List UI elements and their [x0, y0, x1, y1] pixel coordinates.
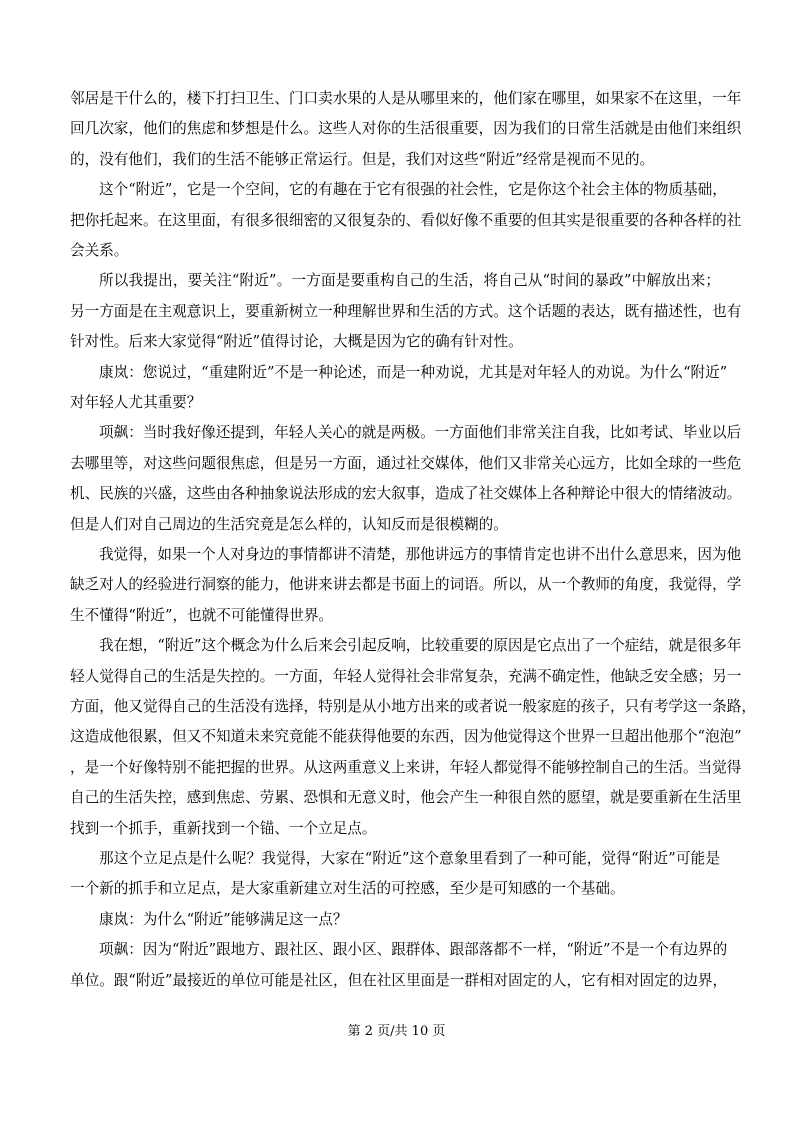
text-line: 生不懂得“附近”，也就不可能懂得世界。 [70, 606, 334, 624]
text-line: 邻居是干什么的，楼下打扫卫生、门口卖水果的人是从哪里来的，他们家在哪里，如果家不在这里，一年 [70, 90, 742, 107]
text-line: 另一方面是在主观意识上，要重新树立一种理解世界和生活的方式。这个话题的表达，既有描述性，也有 [70, 302, 742, 320]
text-line: 的，没有他们，我们的生活不能够正常运行。但是，我们对这些“附近”经常是视而不见的。 [70, 150, 655, 168]
text-line: 回几次家，他们的焦虑和梦想是什么。这些人对你的生活很重要，因为我们的日常生活就是由他们来组织 [70, 120, 742, 138]
text-line: 这造成他很累，但又不知道未来究竟能不能获得他要的东西，因为他觉得这个世界一旦超出他那个“泡泡” [70, 728, 742, 746]
text-line: 机、民族的兴盛，这些由各种抽象说法形成的宏大叙事，造成了社交媒体上各种辩论中很大的情绪波动。 [70, 485, 742, 503]
text-line: 缺乏对人的经验进行洞察的能力，他讲来讲去都是书面上的词语。所以，从一个教师的角度，我觉得，学 [70, 576, 742, 594]
page-number: 第 2 页/共 10 页 [347, 1024, 446, 1039]
text-line: 会关系。 [70, 242, 129, 259]
text-line: 那这个立足点是什么呢？我觉得，大家在“附近”这个意象里看到了一种可能，觉得“附近”可能是 [99, 850, 720, 867]
text-line: 项飙：当时我好像还提到，年轻人关心的就是两极。一方面他们非常关注自我，比如考试、毕业以后 [99, 424, 742, 442]
text-line: 自己的生活失控，感到焦虑、劳累、恐惧和无意义时，他会产生一种很自然的愿望，就是要重新在生活里 [70, 789, 742, 807]
text-line: 一个新的抓手和立足点，是大家重新建立对生活的可控感，至少是可知感的一个基础。 [70, 880, 625, 898]
text-line: 所以我提出，要关注“附近”。一方面是要重构自己的生活，将自己从“时间的暴政”中解放出来； [99, 272, 720, 290]
text-line: 把你托起来。在这里面，有很多很细密的又很复杂的、看似好像不重要的但其实是很重要的各种各样的社 [70, 211, 742, 229]
text-line: 这个“附近”，它是一个空间，它的有趣在于它有很强的社会性，它是你这个社会主体的物质基础， [99, 181, 727, 199]
text-line: 康岚：您说过，“重建附近”不是一种论述，而是一种劝说，尤其是对年轻人的劝说。为什么“附近” [99, 363, 728, 381]
text-line: 对年轻人尤其重要？ [70, 394, 202, 411]
text-line: 项飙：因为“附近”跟地方、跟社区、跟小区、跟群体、跟部落都不一样，“附近”不是一个有边界的 [99, 941, 728, 959]
text-line: 方面，他又觉得自己的生活没有选择，特别是从小地方出来的或者说一般家庭的孩子，只有考学这一条路， [70, 698, 756, 715]
text-line: 去哪里等，对这些问题很焦虑，但是另一方面，通过社交媒体，他们又非常关心远方，比如全球的一些危 [70, 454, 742, 472]
text-line: 康岚：为什么“附近”能够满足这一点？ [99, 910, 348, 928]
text-line: 找到一个抓手，重新找到一个锚、一个立足点。 [70, 819, 377, 837]
text-line: 针对性。后来大家觉得“附近”值得讨论，大概是因为它的确有针对性。 [70, 333, 523, 351]
text-line: ，是一个好像特别不能把握的世界。从这两重意义上来讲，年轻人都觉得不能够控制自己的生活。当觉得 [70, 758, 742, 776]
text-line: 单位。跟“附近”最接近的单位可能是社区，但在社区里面是一群相对固定的人，它有相对固定的边界， [70, 971, 728, 989]
text-line: 但是人们对自己周边的生活究竟是怎么样的，认知反而是很模糊的。 [70, 515, 508, 533]
text-line: 我在想，“附近”这个概念为什么后来会引起反响，比较重要的原因是它点出了一个症结，就是很多年 [99, 637, 742, 655]
text-line: 轻人觉得自己的生活是失控的。一方面，年轻人觉得社会非常复杂，充满不确定性，他缺乏安全感；另一 [70, 667, 742, 685]
text-line: 我觉得，如果一个人对身边的事情都讲不清楚，那他讲远方的事情肯定也讲不出什么意思来，因为他 [99, 546, 742, 563]
